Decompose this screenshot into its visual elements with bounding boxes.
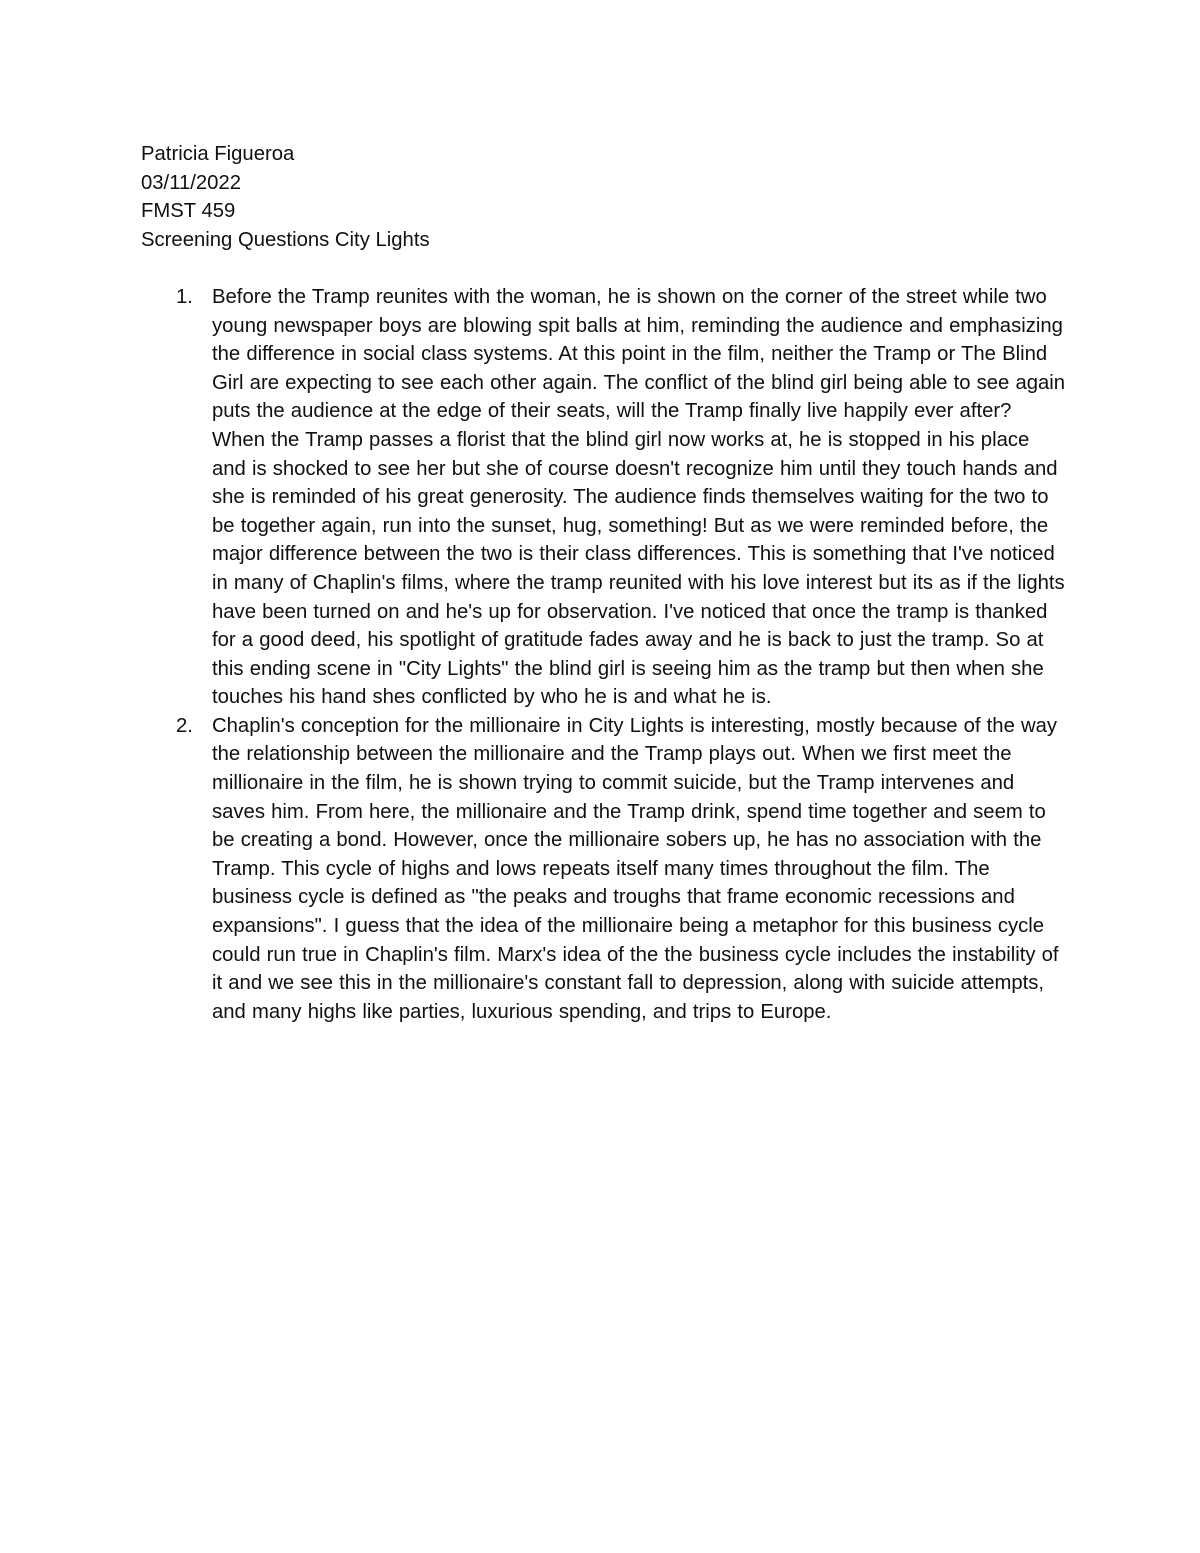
document-body: [141, 140, 1066, 1026]
author-name: Patricia Figueroa: [141, 143, 295, 165]
list-item-number: 2.: [176, 714, 193, 737]
document-date: 03/11/2022: [141, 171, 241, 194]
list-item-text: Chaplin's conception for the millionaire in City Lights is interesting, mostly because of the way the relationship between the millionaire and the Tramp plays out. When we first meet the millionaire in the film, he is shown trying to commit suicide, but the Tramp intervenes and saves him. From here, the millionaire and the Tramp drink, spend time together and seem to be creating a bond. However, once the millionaire sobers up, he has no association with the Tramp. This cycle of highs and lows repeats itself many times throughout the film. The business cycle is defined as "the peaks and troughs that frame economic recessions and expansions". I guess that the idea of the millionaire being a metaphor for this business cycle could run true in Chaplin's film. Marx's idea of the the business cycle includes the instability of it and we see this in the millionaire's constant fall to depression, along with suicide attempts, and many highs like parties, luxurious spending, and trips to Europe.: [212, 714, 1059, 1023]
course-code: FMST 459: [141, 200, 236, 223]
list-item: [141, 712, 1066, 1027]
document-title: Screening Questions City Lights: [141, 228, 430, 251]
list-item: [141, 283, 1066, 712]
list-item-text: Before the Tramp reunites with the woman, he is shown on the corner of the street while two young newspaper boys are blowing spit balls at him, reminding the audience and emphasizing the difference in social class systems. At this point in the film, neither the Tramp or The Blind Girl are expecting to see each other again. The conflict of the blind girl being able to see again puts the audience at the edge of their seats, will the Tramp finally live happily ever after? When the Tramp passes a florist that the blind girl now works at, he is stopped in his place and is shocked to see her but she of course doesn't recognize him until they touch hands and she is reminded of his great generosity. The audience finds themselves waiting for the two to be together again, run into the sunset, hug, something! But as we were reminded before, the major difference between the two is their class differences. This is something that I've noticed in many of Chaplin's films, where the tramp reunited with his love interest but its as if the lights have been turned on and he's up for observation. I've noticed that once the tramp is thanked for a good deed, his spotlight of gratitude fades away and he is back to just the tramp. So at this ending scene in "City Lights" the blind girl is seeing him as the tramp but then when she touches his hand shes conflicted by who he is and what he is.: [212, 285, 1066, 709]
list-item-number: 1.: [176, 285, 193, 308]
blank-line: [141, 254, 1066, 283]
answer-list: [141, 283, 1066, 1026]
